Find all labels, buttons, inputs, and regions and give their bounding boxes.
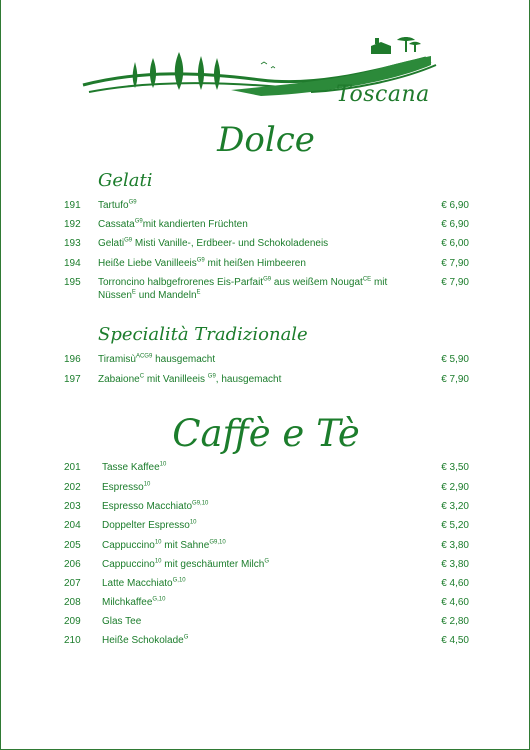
item-number: 205 bbox=[64, 540, 81, 551]
item-number: 196 bbox=[64, 354, 81, 365]
item-price: € 3,50 bbox=[441, 462, 469, 473]
item-number: 203 bbox=[64, 501, 81, 512]
allergen-code: 10 bbox=[154, 539, 162, 546]
item-price: € 6,90 bbox=[441, 219, 469, 230]
item-name: Heiße Liebe Vanilleeis$^{G9}$ mit heißen Himbeeren bbox=[98, 257, 306, 269]
allergen-code: E bbox=[196, 289, 201, 296]
item-number: 191 bbox=[64, 200, 81, 211]
item-price: € 6,00 bbox=[441, 238, 469, 249]
item-price: € 7,90 bbox=[441, 374, 469, 385]
item-name: Latte Macchiato$^{G,10}$ bbox=[102, 577, 186, 589]
item-price: € 5,90 bbox=[441, 354, 469, 365]
allergen-code: G bbox=[183, 634, 189, 641]
allergen-code: G9,10 bbox=[209, 539, 226, 546]
allergen-code: G9 bbox=[207, 373, 216, 380]
allergen-code: G,10 bbox=[172, 577, 186, 584]
item-name: Doppelter Espresso$^{10}$ bbox=[102, 519, 197, 531]
item-price: € 4,60 bbox=[441, 597, 469, 608]
allergen-code: G9 bbox=[134, 218, 143, 225]
item-name: Tasse Kaffee$^{10}$ bbox=[102, 461, 167, 473]
item-number: 202 bbox=[64, 482, 81, 493]
item-price: € 3,80 bbox=[441, 540, 469, 551]
item-name: Milchkaffee$^{G,10}$ bbox=[102, 596, 166, 608]
cypress-tree bbox=[214, 58, 220, 90]
allergen-code: G9,10 bbox=[192, 500, 209, 507]
allergen-code: C bbox=[139, 373, 145, 380]
item-price: € 4,60 bbox=[441, 578, 469, 589]
cypress-tree bbox=[133, 62, 138, 88]
allergen-code: G9 bbox=[128, 199, 137, 206]
item-number: 201 bbox=[64, 462, 81, 473]
item-number: 204 bbox=[64, 520, 81, 531]
item-name: Espresso Macchiato$^{G9,10}$ bbox=[102, 500, 209, 512]
item-price: € 6,90 bbox=[441, 200, 469, 211]
allergen-code: 10 bbox=[159, 461, 167, 468]
item-name: Gelati$^{G9}$ Misti Vanille-, Erdbeer- und Schokoladeneis bbox=[98, 237, 329, 249]
bird bbox=[261, 62, 267, 64]
allergen-code: 10 bbox=[143, 481, 151, 488]
item-name: Torroncino halbgefrorenes Eis-Parfait$^{G9}$ aus weißem Nougat$^{CE}$ mit Nüssen$^E$ und Mandeln$^E$ bbox=[98, 276, 388, 301]
brand-name: Toscana bbox=[336, 82, 430, 107]
item-number: 206 bbox=[64, 559, 81, 570]
item-name: Cappuccino$^{10}$ mit Sahne$^{G9,10}$ bbox=[102, 539, 226, 551]
allergen-code: G9 bbox=[263, 276, 272, 283]
item-name: Heiße Schokolade$^G$ bbox=[102, 634, 189, 646]
item-price: € 2,90 bbox=[441, 482, 469, 493]
pine-tree bbox=[409, 42, 421, 52]
item-number: 209 bbox=[64, 616, 81, 627]
item-price: € 3,20 bbox=[441, 501, 469, 512]
item-name: Tiramisù$^{ACG9}$ hausgemacht bbox=[98, 353, 216, 365]
item-name: Cappuccino$^{10}$ mit geschäumter Milch$^G$ bbox=[102, 558, 269, 570]
item-name: Zabaione$^C$ mit Vanilleeis $^{G9}$, hausgemacht bbox=[98, 373, 282, 385]
item-number: 193 bbox=[64, 238, 81, 249]
item-price: € 2,80 bbox=[441, 616, 469, 627]
item-price: € 4,50 bbox=[441, 635, 469, 646]
allergen-code: 10 bbox=[189, 519, 197, 526]
item-number: 194 bbox=[64, 258, 81, 269]
allergen-code: G,10 bbox=[152, 596, 166, 603]
item-number: 197 bbox=[64, 374, 81, 385]
item-name: Tartufo$^{G9}$ bbox=[98, 199, 137, 211]
allergen-code: CE bbox=[362, 276, 372, 283]
item-name: Glas Tee bbox=[102, 616, 142, 627]
item-number: 210 bbox=[64, 635, 81, 646]
item-price: € 7,90 bbox=[441, 258, 469, 269]
allergen-code: G9 bbox=[196, 257, 205, 264]
item-price: € 7,90 bbox=[441, 277, 469, 288]
item-number: 208 bbox=[64, 597, 81, 608]
item-price: € 3,80 bbox=[441, 559, 469, 570]
farmhouse bbox=[371, 42, 391, 54]
item-number: 192 bbox=[64, 219, 81, 230]
section-title-caffe: Caffè e Tè bbox=[172, 412, 360, 455]
allergen-code: ACG9 bbox=[135, 353, 153, 360]
item-name: Cassata$^{G9}$mit kandierten Früchten bbox=[98, 218, 248, 230]
section-title-dolce: Dolce bbox=[217, 120, 315, 160]
allergen-code: G9 bbox=[124, 237, 133, 244]
item-number: 195 bbox=[64, 277, 81, 288]
item-price: € 5,20 bbox=[441, 520, 469, 531]
farmhouse-tower bbox=[375, 38, 379, 44]
allergen-code: 10 bbox=[154, 558, 162, 565]
cypress-tree bbox=[198, 56, 204, 90]
allergen-code: G bbox=[264, 558, 269, 565]
subsection-title-gelati: Gelati bbox=[98, 170, 153, 191]
item-number: 207 bbox=[64, 578, 81, 589]
bird bbox=[271, 67, 275, 69]
item-name: Espresso$^{10}$ bbox=[102, 481, 151, 493]
allergen-code: E bbox=[131, 289, 136, 296]
subsection-title-specialita: Specialità Tradizionale bbox=[98, 324, 308, 345]
